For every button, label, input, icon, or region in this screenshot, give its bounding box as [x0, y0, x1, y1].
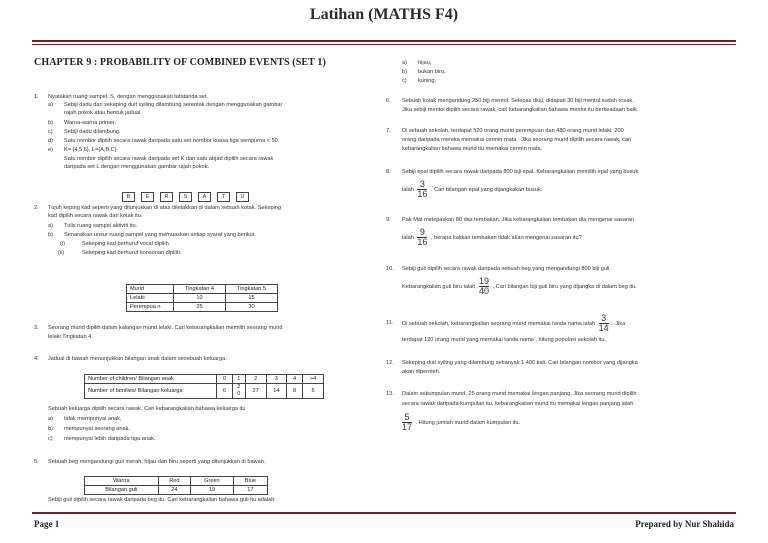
q5b-text: bukan biru, — [418, 69, 446, 75]
table-marbles — [84, 476, 268, 495]
table-header-cell: Tingkatan 4 — [174, 285, 226, 294]
q7-line-cont: orang daripada mereka memakai cermin mata . Jika seorang murid dipilih secara rawak, cari — [402, 137, 632, 143]
q13-line-cont: secara rawak daripada kumpulan itu, kebarangkalian murid itu memakai lengan panjang ialah — [402, 401, 634, 407]
q10-fraction: $\frac{19}{40}$ — [478, 276, 489, 296]
q4-line-cont: Sebuah keluarga dipilih secara rawak. Cari kebarangkalian bahawa keluarga itu — [48, 406, 246, 412]
table-cell: 8 — [287, 384, 303, 399]
author-credit: Prepared by Nur Shahida — [635, 519, 734, 529]
q6-line-cont: Jika sebiji mentol dipilih secara rawak, cari kebarangkalian bahawa mentol itu berkeadaan baik. — [402, 107, 639, 113]
q8-line-cont — [402, 180, 542, 199]
q1e-text-cont2: daripada set L dengan menggunakan gambar rajah pokok. — [64, 164, 210, 170]
q3-number: 3. — [34, 325, 39, 331]
chapter-title: CHAPTER 9 : PROBABILITY OF COMBINED EVENTS (SET 1) — [34, 57, 326, 68]
letter-card: B — [122, 192, 135, 202]
q1b-text: Warna-warna primer. — [64, 120, 117, 126]
table-cell: 1 — [232, 375, 245, 384]
q2bi-label: (i) — [60, 241, 65, 247]
q5-line: Sebuah beg mengandungi guli merah, hijau dan biru seperti yang ditunjukkan di bawah. — [48, 459, 266, 465]
q4-line: Jadual di bawah menunjukkan bilangan anak dalam sesebuah keluarga. — [48, 356, 227, 362]
q4a-text: tidak mempunyai anak, — [64, 416, 122, 422]
q12-line-cont: akan diperoleh. — [402, 369, 441, 375]
q11-post: . Jika — [612, 320, 626, 327]
q5a-label: a) — [402, 60, 407, 66]
q5c-text: kuning. — [418, 78, 437, 84]
q13-line-cont2 — [400, 413, 520, 432]
table-cell: 27 — [245, 384, 266, 399]
table-cell: 25 — [174, 303, 226, 312]
table-cell: 15 — [226, 294, 278, 303]
q13-post: . Hitung jumlah murid dalam kumpulan itu. — [415, 419, 521, 426]
table-students — [126, 284, 278, 312]
q3-line-cont: lelaki Tingkatan 4. — [48, 334, 93, 340]
q6-line: Sebuah kotak mengandung 250 biji mentol. Selepas diuji, didapati 30 biji mentol sudah rosak. — [402, 98, 634, 104]
page-header-title: Latihan (MATHS F4) — [309, 6, 459, 23]
table-header-cell: Red — [158, 477, 191, 486]
table-row — [127, 294, 278, 303]
q9-line: Pak Mat melepaskan 80 das tembakan. Jika kebarangkalian tembakan dia mengenai sasaran — [402, 217, 634, 223]
q1e-text-cont: Satu nombor dipilih secara rawak daripada set K dan satu abjad dipilih secara rawak — [64, 156, 274, 162]
table-cell: 4 — [287, 375, 303, 384]
q6-number: 6. — [386, 98, 391, 104]
table-cell: Bilangan guli — [85, 486, 159, 495]
q5-number: 5. — [34, 459, 39, 465]
q1c-label: c) — [48, 129, 53, 135]
q5-line-cont: Sebiji guli dipilih secara rawak daripada beg itu. Cari kebarangkalian bahawa guli itu adalah — [48, 497, 275, 503]
header-rule-top — [32, 40, 736, 42]
q13-number: 13. — [386, 391, 394, 397]
table-cell: 10 — [174, 294, 226, 303]
q4b-label: b) — [48, 426, 53, 432]
q9-line-cont — [402, 228, 582, 247]
letter-card: A — [198, 192, 211, 202]
q2a-text: Tulis ruang sampel aktiviti itu. — [64, 223, 138, 229]
table-cell: 0 — [217, 375, 233, 384]
table-cell: Lelaki — [127, 294, 174, 303]
table-cell: 2 — [245, 375, 266, 384]
letter-card: R — [160, 192, 173, 202]
q1b-label: b) — [48, 120, 53, 126]
letter-card: U — [236, 192, 249, 202]
q1a-label: a) — [48, 102, 53, 108]
q5c-label: c) — [402, 78, 407, 84]
table-cell: >4 — [303, 375, 324, 384]
q1e-text: K= {4,5,6}, L={A,B,C} — [64, 147, 117, 153]
q10-line: Sebiji guli dipilih secara rawak daripada sebuah beg yang mengandungi 800 biji guli. — [402, 266, 611, 272]
q13-line: Dalam sekumpulan murid, 25 orang murid memakai lengan panjang. Jika seorang murid dipilih — [402, 391, 637, 397]
q1e-label: e) — [48, 147, 53, 153]
q10-pre: Kebarangkalian guli biru ialah — [402, 283, 476, 290]
q10-post: . Cari bilangan biji guli biru yang dijangka di dalam beg itu. — [492, 283, 637, 290]
table-header-cell: Blue — [233, 477, 267, 486]
q11-line — [402, 314, 625, 333]
q7-line: Di sebuah sekolah, terdapat 520 orang murid perempuan dan 480 orang murid lelaki. 200 — [402, 128, 624, 134]
q9-number: 9. — [386, 217, 391, 223]
q2a-label: a) — [48, 223, 53, 229]
table-cell: 17 — [233, 486, 267, 495]
page-number: Page 1 — [34, 519, 60, 529]
q2bii-label: (ii) — [58, 250, 65, 256]
q2-line: Tujuh keping kad seperti yang ditunjukkan di atas diletakkan di dalam sebuah kotak. Sekeping — [48, 205, 282, 211]
q1a-text-cont: rajah pokok atau bentuk jadual. — [64, 110, 142, 116]
table-row — [85, 486, 268, 495]
q11-line-cont: terdapat 120 orang murid yang memakai tanda nama , hitung populasi sekolah itu. — [402, 337, 606, 343]
table-cell: 6 — [217, 384, 233, 399]
q11-number: 11. — [386, 320, 394, 326]
q4-number: 4. — [34, 356, 39, 362]
q10-number: 10. — [386, 266, 394, 272]
table-header-cell: Tingkatan 5 — [226, 285, 278, 294]
q12-number: 12. — [386, 360, 394, 366]
footer-rule — [32, 512, 736, 514]
q2bi-text: Sekeping kad berhuruf vocal dipilih. — [82, 241, 171, 247]
q8-post: . Cari bilangan epal yang dijangkakan busuk. — [430, 186, 543, 193]
table-header-cell: Warna — [85, 477, 159, 486]
table-families — [84, 374, 324, 399]
table-row — [127, 285, 278, 294]
q2-line-cont: kad dipilih secara rawak dari kotak itu. — [48, 213, 143, 219]
table-row — [85, 375, 324, 384]
table-row — [85, 477, 268, 486]
q9-post: , berapa kalikan tembakan tidak akan mengenai sasaran itu? — [430, 234, 582, 241]
table-cell: 3 — [266, 375, 287, 384]
q1-line: Nyatakan ruang sampel, S, dengan menggunakan tatatanda set. — [48, 94, 209, 100]
q9-pre: ialah — [402, 234, 414, 241]
table-row — [127, 303, 278, 312]
q1d-text: Satu nombor dipilih secara rawak daripada satu set nombor kuasa tiga sempurna < 50. — [64, 138, 280, 144]
q2-number: 2. — [34, 205, 39, 211]
q4b-text: mempunyai seorang anak, — [64, 426, 130, 432]
q8-fraction: $\frac{3}{16}$ — [417, 179, 428, 199]
q10-line-cont — [402, 277, 637, 296]
letter-cards — [122, 192, 255, 202]
table-cell: 19 — [191, 486, 234, 495]
q8-pre: ialah — [402, 186, 414, 193]
table-header-cell: Murid — [127, 285, 174, 294]
table-header-cell: Green — [191, 477, 234, 486]
q4c-text: mempunyai lebih daripada tiga anak. — [64, 436, 156, 442]
q3-line: Seorang murid dipilih dalam kalangan murid lelaki. Cari kebarangkalian memilih seorang murid — [48, 325, 283, 331]
table-cell: 24 — [158, 486, 191, 495]
letter-card: T — [217, 192, 230, 202]
letter-card: S — [179, 192, 192, 202]
table-cell: 30 — [226, 303, 278, 312]
table-row — [85, 384, 324, 399]
table-cell: 14 — [266, 384, 287, 399]
table-cell: Number of children/ Bilangan anak — [85, 375, 217, 384]
table-cell: Number of families/ Bilangan keluarga — [85, 384, 217, 399]
q7-number: 7. — [386, 128, 391, 134]
table-cell: 2 0 — [232, 384, 245, 399]
q11-pre: Di sebuah sekolah, kebarangkalian seorang murid memakai tanda nama ialah — [402, 320, 596, 327]
q2b-label: b) — [48, 232, 53, 238]
q1a-text: Sebiji dadu dan sekeping duit syiling dilambung serentak dengan menggunakan gambar — [64, 102, 283, 108]
q8-number: 8. — [386, 169, 391, 175]
q8-line: Sebiji epal dipilih secara rawak daripada 800 biji epal. Kebarangkalian memilih epal yang busuk — [402, 169, 639, 175]
q9-fraction: $\frac{9}{16}$ — [417, 227, 428, 247]
q2bii-text: Sekeping kad berhuruf konsonan dipilih. — [82, 250, 182, 256]
table-cell: 5 — [303, 384, 324, 399]
q5b-label: b) — [402, 69, 407, 75]
letter-card: E — [141, 192, 154, 202]
q1d-label: d) — [48, 138, 53, 144]
q2b-text: Senaraikan unsur ruang sampel yang memuaskan setiap syarat yang berikut. — [64, 232, 256, 238]
q11-fraction: $\frac{3}{14}$ — [598, 313, 609, 333]
table-cell: Perempua n — [127, 303, 174, 312]
q4a-label: a) — [48, 416, 53, 422]
q1c-text: Sebiji dadu dilambung. — [64, 129, 121, 135]
header-rule-bottom — [32, 44, 736, 45]
q7-line-cont2: kebarangkalian bahawa murid itu memakai cermin mata. — [402, 146, 543, 152]
q12-line: Sekeping duit syiling yang dilambung sebanyak 1 400 kali. Cari bilangan nombor yang dijangka — [402, 360, 638, 366]
q5a-text: hijau, — [418, 60, 432, 66]
q4c-label: c) — [48, 436, 53, 442]
q1-number: 1. — [34, 94, 39, 100]
q13-fraction: $\frac{5}{17}$ — [402, 412, 413, 432]
